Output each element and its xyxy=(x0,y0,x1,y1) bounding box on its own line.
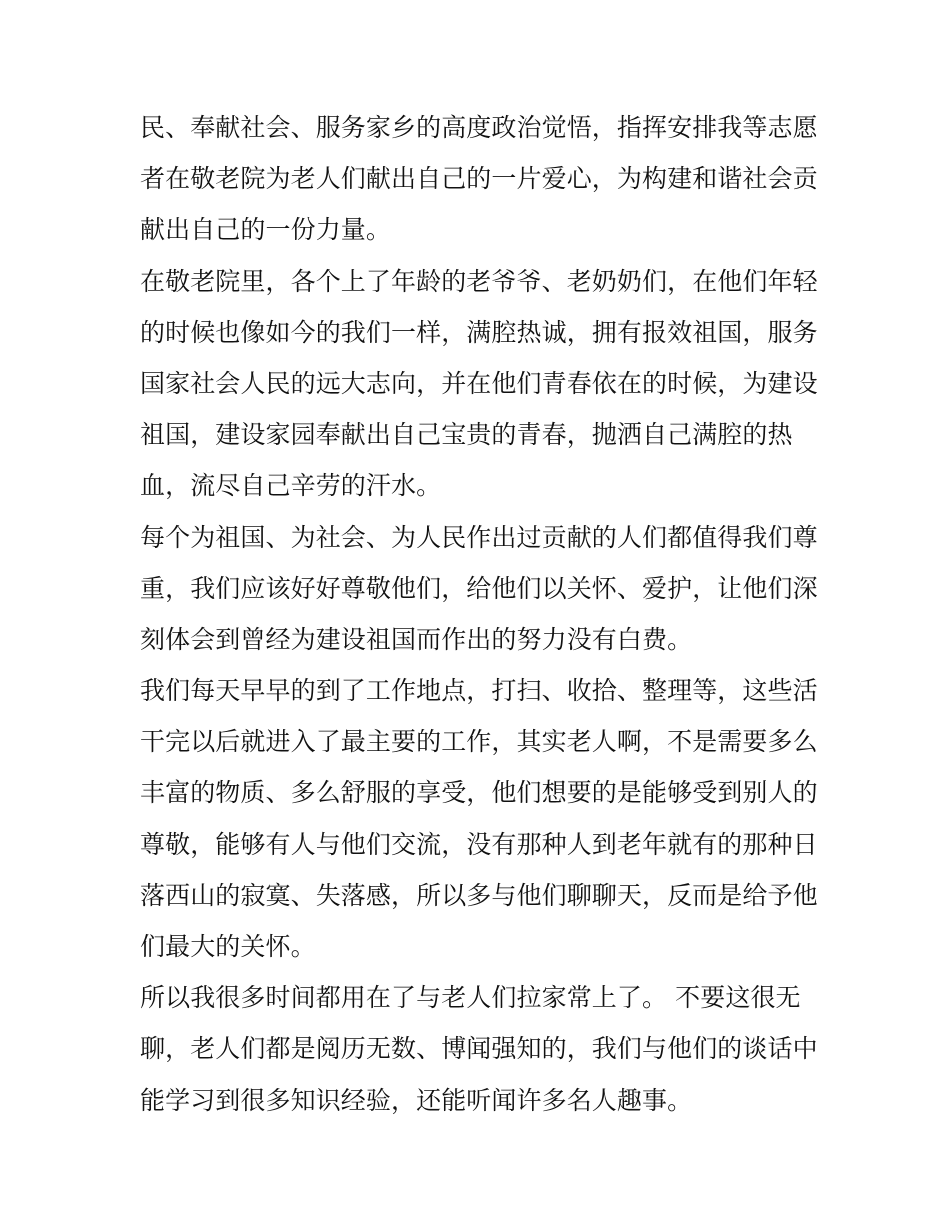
text-line: 在敬老院里，各个上了年龄的老爷爷、老奶奶们，在他们年轻 xyxy=(140,266,818,296)
text-line: 落西山的寂寞、失落感，所以多与他们聊聊天，反而是给予他 xyxy=(140,880,818,910)
text-line: 祖国，建设家园奉献出自己宝贵的青春，抛洒自己满腔的热 xyxy=(140,420,793,450)
text-line: 民、奉献社会、服务家乡的高度政治觉悟，指挥安排我等志愿 xyxy=(140,113,818,142)
text-line: 者在敬老院为老人们献出自己的一片爱心，为构建和谐社会贡 xyxy=(140,164,818,194)
text-line: 们最大的关怀。 xyxy=(140,932,316,961)
text-line: 重，我们应该好好尊敬他们，给他们以关怀、爱护，让他们深 xyxy=(140,573,818,603)
text-line: 丰富的物质、多么舒服的享受，他们想要的是能够受到别人的 xyxy=(140,778,818,808)
text-line: 血，流尽自己辛劳的汗水。 xyxy=(140,471,442,501)
text-line: 所以我很多时间都用在了与老人们拉家常上了。 不要这很无 xyxy=(140,983,801,1013)
text-line: 能学习到很多知识经验，还能听闻许多名人趣事。 xyxy=(140,1085,693,1115)
text-line: 每个为祖国、为社会、为人民作出过贡献的人们都值得我们尊 xyxy=(140,522,818,552)
text-line: 国家社会人民的远大志向，并在他们青春依在的时候，为建设 xyxy=(140,368,818,398)
text-line: 聊，老人们都是阅历无数、博闻强知的，我们与他们的谈话中 xyxy=(140,1034,818,1064)
text-line: 干完以后就进入了最主要的工作，其实老人啊，不是需要多么 xyxy=(140,727,818,757)
text-line: 的时候也像如今的我们一样，满腔热诚，拥有报效祖国，服务 xyxy=(140,317,818,347)
text-line: 我们每天早早的到了工作地点，打扫、收拾、整理等，这些活 xyxy=(140,676,818,706)
text-line: 尊敬，能够有人与他们交流，没有那种人到老年就有的那种日 xyxy=(140,829,818,859)
text-line: 献出自己的一份力量。 xyxy=(140,215,392,245)
text-line: 刻体会到曾经为建设祖国而作出的努力没有白费。 xyxy=(140,624,693,654)
document-page xyxy=(140,102,818,1126)
